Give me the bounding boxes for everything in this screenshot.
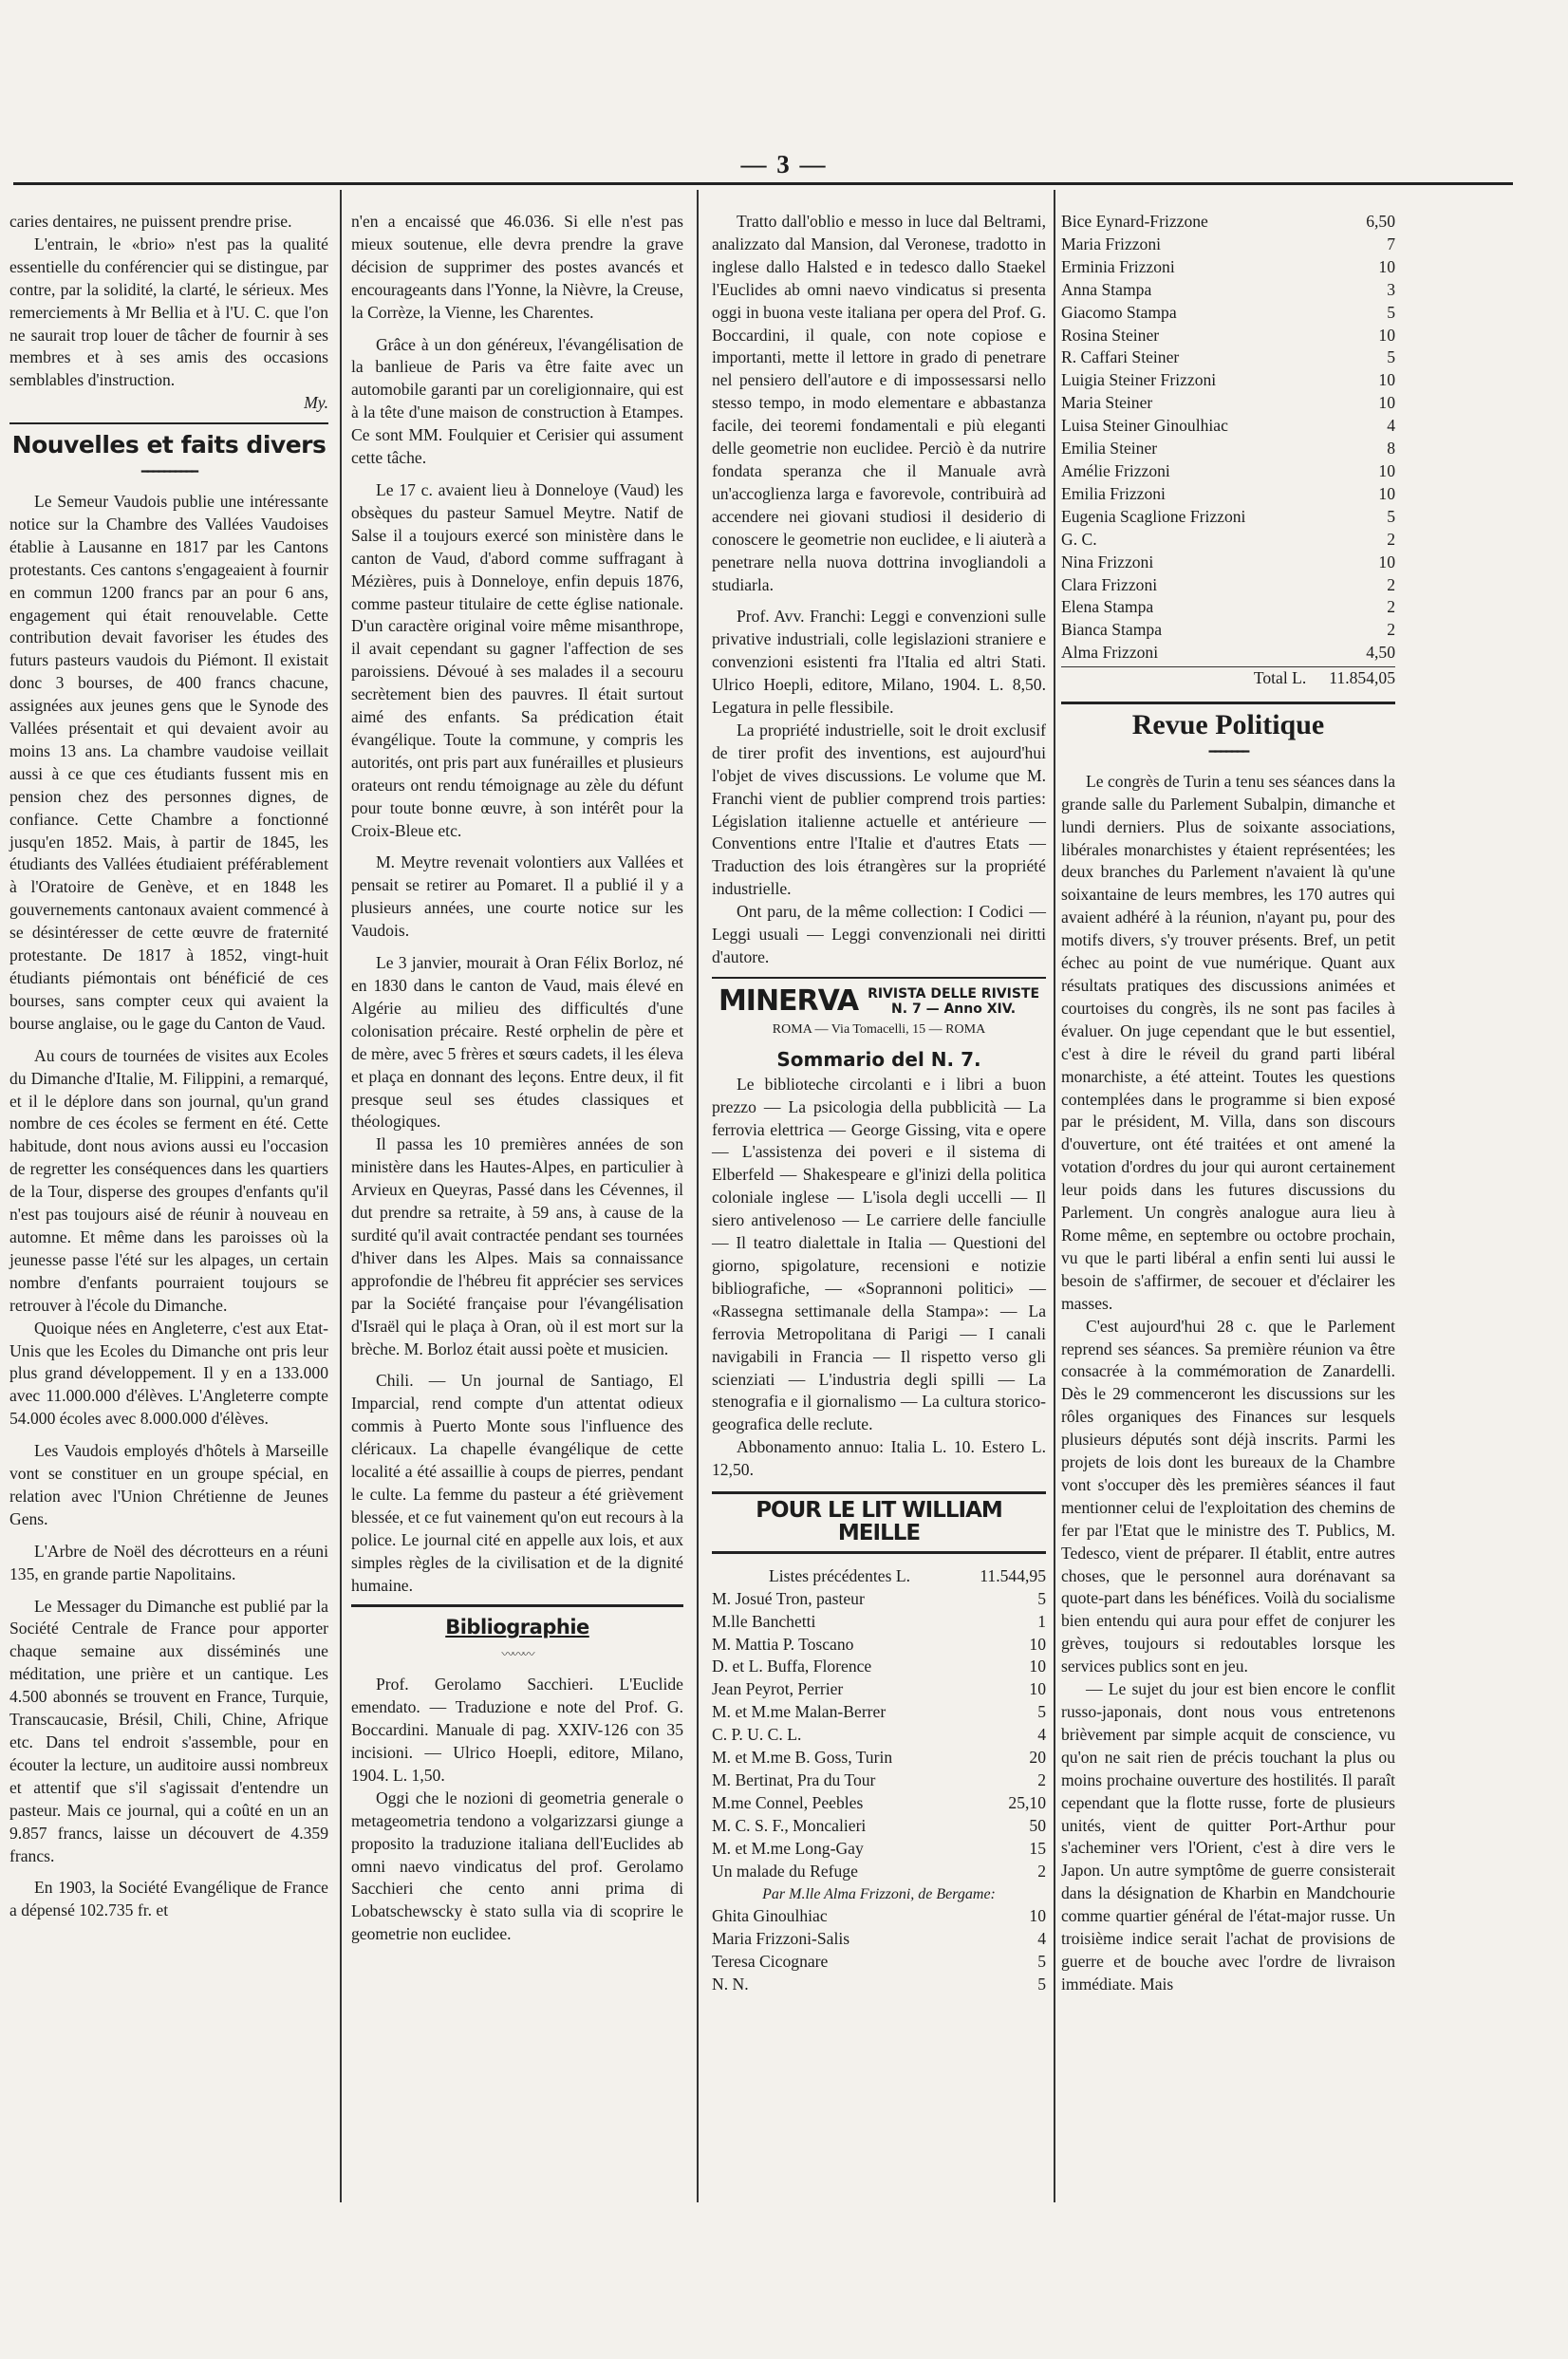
minerva-title: MINERVA — [718, 983, 859, 1018]
divider — [351, 1604, 683, 1607]
section-heading-lit-william-meille: POUR LE LIT WILLIAM MEILLE — [712, 1491, 1046, 1554]
donor-name: Maria Frizzoni — [1061, 234, 1162, 253]
donor-amount: 5 — [1387, 506, 1395, 526]
donor-row — [712, 1588, 1046, 1611]
paragraph: Chili. — Un journal de Santiago, El Imparcial, rend compte d'un attentat odieux commis à Puerto Monte sous l'influence des cléricaux. La chapelle évangélique de cette localité a été assaillie à coups de pierres, pendant le culte. La femme du pasteur a été grièvement blessée, et ce fut vainement qu'on eut recours à la police. Le journal cité en appelle aux lois, et aux simples règles de la civilisation et de la dignité humaine. — [351, 1371, 683, 1595]
previous-lists-row — [712, 1565, 1046, 1588]
donor-name: Rosina Steiner — [1061, 325, 1160, 345]
donor-row — [712, 1861, 1046, 1883]
donor-amount: 10 — [1029, 1906, 1046, 1926]
paragraph: L'Arbre de Noël des décrotteurs en a réuni 135, en grande partie Napolitains. — [9, 1541, 328, 1583]
donor-amount: 3 — [1387, 279, 1395, 299]
donor-amount: 5 — [1037, 1975, 1046, 1994]
column-1 — [9, 211, 328, 1922]
signature: My. — [304, 393, 328, 413]
donor-row — [1061, 642, 1395, 665]
donor-name: Clara Frizzoni — [1061, 574, 1158, 594]
donor-amount: 4,50 — [1366, 643, 1395, 663]
donor-row — [1061, 279, 1395, 302]
donor-amount: 50 — [1029, 1815, 1046, 1835]
donor-name: N. N. — [712, 1975, 749, 1994]
minerva-subtitle-1: RIVISTA DELLE RIVISTE — [868, 985, 1040, 1002]
donor-name: M. Bertinat, Pra du Tour — [712, 1770, 876, 1789]
previous-lists-value: 11.544,95 — [980, 1565, 1046, 1585]
paragraph: caries dentaires, ne puissent prendre prise. — [9, 212, 292, 231]
donor-name: Emilia Steiner — [1061, 439, 1158, 459]
donor-row — [1061, 392, 1395, 415]
donor-amount: 5 — [1387, 347, 1395, 367]
donor-amount: 2 — [1387, 574, 1395, 594]
divider — [9, 422, 328, 424]
donor-row — [1061, 619, 1395, 642]
donor-amount: 4 — [1387, 416, 1395, 436]
donor-row — [712, 1951, 1046, 1974]
paragraph: — Le sujet du jour est bien encore le conflit russo-japonais, dont nous vous entretenons brièvement par simple acquit de conscience, vu qu'on ne sait rien de précis touchant la plus ou moins prochaine ouverture des hostilités. Il paraît cependant que la flotte russe, forte de plusieurs unités, vient de quitter Port-Arthur pour s'acheminer vers l'Orient, c'est à dire vers le Japon. Un autre symptôme de guerre consisterait dans la désignation de Kharbin en Mandchourie comme quartier général de l'état-major russe. Un troisième indice serait l'achat de provisions de guerre et de bouche avec l'ordre de livraison immédiate. Mais — [1061, 1679, 1395, 1994]
donor-name: M.lle Banchetti — [712, 1611, 816, 1631]
paragraph: Les Vaudois employés d'hôtels à Marseille vont se constituer en un groupe spécial, en relation avec l'Union Chrétienne de Jeunes Gens. — [9, 1441, 328, 1528]
donor-amount: 1 — [1037, 1611, 1046, 1631]
ornament-divider: 〰〰〰 — [501, 1647, 533, 1662]
column-rule-3 — [1054, 190, 1055, 2202]
paragraph: Abbonamento annuo: Italia L. 10. Estero L. 12,50. — [712, 1437, 1046, 1480]
donor-amount: 10 — [1378, 460, 1395, 480]
paragraph: Ont paru, de la même collection: I Codici — Leggi usuali — Leggi convenzionali nei diritti d'autore. — [712, 902, 1046, 966]
donor-name: Teresa Cicognare — [712, 1952, 829, 1972]
donor-name: Alma Frizzoni — [1061, 643, 1159, 663]
previous-lists-label: Listes précédentes L. — [769, 1565, 910, 1585]
donor-amount: 25,10 — [1008, 1792, 1046, 1812]
paragraph: Oggi che le nozioni di geometria generale o metageometria tendono a volgarizzarsi giunge a proposito la traduzione italiana dell'Euclides ab omni naevo vindicatus del prof. Gerolamo Sacchieri che cento anni prima di Lobatschewscky è stato sulla via di scoprire le geometrie non euclidee. — [351, 1788, 683, 1944]
donor-amount: 5 — [1037, 1588, 1046, 1608]
ornament-divider: ━━━━━━━ — [1208, 743, 1248, 758]
total-label: Total L. — [1253, 668, 1307, 688]
donor-row — [1061, 552, 1395, 574]
donor-amount: 8 — [1387, 439, 1395, 459]
donor-name: Ghita Ginoulhiac — [712, 1906, 828, 1926]
donor-name: M. et M.me B. Goss, Turin — [712, 1748, 893, 1768]
donor-name: Amélie Frizzoni — [1061, 460, 1170, 480]
donor-amount: 7 — [1387, 234, 1395, 253]
paragraph: Au cours de tournées de visites aux Ecoles du Dimanche d'Italie, M. Filippini, a remarqué, et il le déplore dans son journal, qu'un grand nombre de ces écoles se ferment en été. Cette habitude, dont nous avions aussi eu l'occasion de regretter les conséquences dans les quartiers de la Tour, disperse des groupes d'enfants qu'il n'est pas toujours aisé de réunir à nouveau en automne. Et même dans les paroisses où la jeunesse passe l'été sur les alpages, un certain nombre d'enfants pourraient toujours se retrouver à l'école du Dimanche. — [9, 1045, 328, 1315]
donor-name: Nina Frizzoni — [1061, 552, 1154, 571]
donor-row — [1061, 438, 1395, 460]
donor-name: Erminia Frizzoni — [1061, 256, 1175, 276]
donor-name: Maria Frizzoni-Salis — [712, 1929, 850, 1949]
donor-amount: 15 — [1029, 1838, 1046, 1858]
donor-amount: 10 — [1378, 256, 1395, 276]
divider — [712, 977, 1046, 979]
column-4 — [1061, 211, 1395, 1996]
donor-list — [1061, 211, 1395, 665]
section-heading-revue-politique: Revue Politique — [1131, 709, 1325, 741]
minerva-masthead — [712, 983, 1046, 1018]
donor-row — [712, 1905, 1046, 1928]
donor-amount: 10 — [1378, 552, 1395, 571]
donor-name: M. C. S. F., Moncalieri — [712, 1815, 867, 1835]
paragraph: Il passa les 10 premières années de son ministère dans les Hautes-Alpes, en particulier à Arvieux en Queyras, Passé dans les Cévennes, il dut prendre sa retraite, à 59 ans, à cause de la surdité qu'il avait contractée pendant ses tournées d'hiver dans les Alpes. Mais sa connaissance approfondie de l'hébreu fit apprécier ses services par la Société française pour l'évangélisation d'Israël qui le plaça à Oran, où il est mort sur la brèche. M. Borloz était aussi poète et musicien. — [351, 1134, 683, 1358]
donor-amount: 10 — [1029, 1634, 1046, 1654]
page-number: — 3 — — [740, 150, 828, 178]
donor-amount: 5 — [1037, 1702, 1046, 1722]
donor-row — [712, 1747, 1046, 1769]
donor-row — [712, 1792, 1046, 1815]
donor-row — [712, 1838, 1046, 1861]
donor-name: D. et L. Buffa, Florence — [712, 1657, 872, 1676]
donor-amount: 4 — [1037, 1929, 1046, 1949]
donor-amount: 10 — [1378, 393, 1395, 413]
paragraph: Le Semeur Vaudois publie une intéressante notice sur la Chambre des Vallées Vaudoises établie à Lausanne en 1817 par les Cantons protestants. Ces cantons s'engageaient à fournir en commun 1200 francs par an pour 6 ans, engagement qui était renouvelable. Cette contribution devait favoriser les études des futurs pasteurs vaudois du Piémont. Il existait donc 3 bourses, de 400 francs chacune, assignées aux jeunes gens que le Synode des Vallées présentait et qui devaient avoir au moins 13 ans. La chambre vaudoise veillait aussi à ce que ces étudiants fussent mis en pension chez des personnes dignes, de confiance. Cette Chambre a fonctionné jusqu'en 1852. Mais, à partir de 1845, les étudiants des Vallées étudiaient préférablement à l'Oratoire de Genève, et en 1848 les gouvernements cantonaux avaient commencé à se désintéresser de cette œuvre de fraternité protestante. De 1817 à 1852, vingt-huit étudiants piémontais ont bénéficié de ces bourses, sans compter ceux qui avaient la bourse anglaise, ou le gage du Canton de Vaud. — [9, 491, 328, 1033]
donor-amount: 6,50 — [1366, 212, 1395, 231]
paragraph: Tratto dall'oblio e messo in luce dal Beltrami, analizzato dal Mansion, dal Veronese, tradotto in inglese dallo Halsted e in tedesco dallo Staekel l'Euclides ab omni naevo vindicatus si presenta oggi in buona veste italiana per opera del Prof. G. Boccardini, il quale, con note copiose e importanti, mette il lettore in grado di penetrare nel pensiero dell'autore e di impossessarsi nello stesso tempo, in modo elementare e abbastanza facile, dei teoremi fondamentali e più eleganti delle geometrie non euclidee. Perciò è da nutrire fondata speranza che il Manuale avrà un'accoglienza larga e favorevole, contribuirà ad accendere nei giovani studiosi il desiderio di conoscere le geometrie non euclidee, e li aiuterà a penetrare nella nuova dottrina invogliandoli a studiarla. — [712, 212, 1046, 594]
donor-row — [712, 1815, 1046, 1838]
donor-amount: 4 — [1037, 1725, 1046, 1745]
paragraph: Prof. Avv. Franchi: Leggi e convenzioni sulle privative industriali, colle legislazioni straniere e convenzioni esistenti fra l'Italia ed altri Stati. Ulrico Hoepli, editore, Milano, 1904. L. 8,50. Legatura in pelle flessibile. — [712, 607, 1046, 718]
donor-amount: 5 — [1037, 1952, 1046, 1972]
minerva-subtitle — [868, 986, 1039, 1017]
donor-row — [1061, 369, 1395, 392]
donor-name: Un malade du Refuge — [712, 1861, 858, 1881]
donor-row — [1061, 234, 1395, 256]
donor-amount: 2 — [1037, 1770, 1046, 1789]
donor-name: C. P. U. C. L. — [712, 1725, 802, 1745]
donor-amount: 2 — [1037, 1861, 1046, 1881]
donor-name: M. et M.me Long-Gay — [712, 1838, 864, 1858]
paragraph: n'en a encaissé que 46.036. Si elle n'est pas mieux soutenue, elle devra prendre la grave décision de supprimer des postes avancés et encourageants dans l'Yonne, la Nièvre, la Creuse, la Corrèze, la Vienne, les Charentes. — [351, 212, 683, 322]
donor-row — [712, 1678, 1046, 1701]
paragraph: La propriété industrielle, soit le droit exclusif de tirer profit des inventions, est aujourd'hui l'objet de vives discussions. Le volume que M. Franchi vient de publier comprend trois parties: Législation italienne actuelle et antérieure — Conventions entre l'Italie et d'autres Etats — Traduction des lois étrangères sur la propriété industrielle. — [712, 720, 1046, 899]
paragraph: Quoique nées en Angleterre, c'est aux Etat-Unis que les Ecoles du Dimanche ont pris leur plus grand développement. Il y en a 133.000 avec 11.000.000 d'élèves. L'Angleterre compte 54.000 écoles avec 8.000.000 d'élèves. — [9, 1318, 328, 1429]
donor-amount: 20 — [1029, 1748, 1046, 1768]
column-2 — [351, 211, 683, 1946]
header-rule — [13, 182, 1513, 185]
donor-row — [712, 1928, 1046, 1951]
donor-row — [1061, 483, 1395, 506]
donor-amount: 10 — [1378, 370, 1395, 390]
donor-name: Luigia Steiner Frizzoni — [1061, 370, 1217, 390]
minerva-subtitle-2: N. 7 — Anno XIV. — [891, 1001, 1017, 1017]
donor-row — [712, 1611, 1046, 1634]
donor-name: M.me Connel, Peebles — [712, 1792, 864, 1812]
section-heading-bibliographie: Bibliographie — [445, 1616, 589, 1639]
donor-row — [1061, 256, 1395, 279]
donor-row — [1061, 211, 1395, 234]
donor-amount: 2 — [1387, 597, 1395, 617]
donor-list — [712, 1588, 1046, 1883]
donor-name: Anna Stampa — [1061, 279, 1152, 299]
donor-amount: 10 — [1378, 325, 1395, 345]
paragraph: Grâce à un don généreux, l'évangélisation de la banlieue de Paris va être faite avec un automobile garanti par un coreligionnaire, qui est à la tête d'une maison de construction à Etampes. Ce sont MM. Foulquier et Cerisier qui assument cette tâche. — [351, 334, 683, 468]
donor-amount: 2 — [1387, 620, 1395, 640]
paragraph: L'entrain, le «brio» n'est pas la qualité essentielle du conférencier qui se distingue, par contre, par la solidité, la clarté, le sérieux. Mes remerciements à Mr Bellia et à l'U. C. que l'on ne saurait trop louer de tâcher de fournir à ses membres et à ses amis des occasions semblables d'instruction. — [9, 234, 328, 390]
donor-name: Luisa Steiner Ginoulhiac — [1061, 416, 1228, 436]
paragraph: C'est aujourd'hui 28 c. que le Parlement reprend ses séances. Sa première réunion va être consacrée à la commémoration de Zanardelli. Dès le 29 commenceront les discussions sur les rôles organiques des Finances sur lesquels plusieurs députés sont déjà inscrits. Parmi les projets de lois dont les bureaux de la Chambre vont s'occuper dès les premières séances il faut mentionner celui de l'exploitation des chemins de fer par l'Etat que le ministre des T. Publics, M. Tedesco, vient de préparer. Il établit, entre autres choses, que le personnel aura dorénavant sa quote-part dans les bénéfices. Voilà du socialisme bien entendu qui aura pour effet de conjurer les grèves, toujours si redoutables lorsque les services publics sont en jeu. — [1061, 1316, 1395, 1676]
total-row — [1061, 666, 1395, 690]
column-3 — [712, 211, 1046, 1996]
paragraph: Le biblioteche circolanti e i libri a buon prezzo — La psicologia della pubblicità — La ferrovia elettrica — George Gissing, vita e opere — L'assistenza dei poveri e il sistema di Elberfeld — Shakespeare e gl'inizi della politica coloniale inglese — L'isola degli uccelli — Il siero antivelenoso — Le carriere delle fanciulle — Il teatro dialettale in Italia — Questioni del giorno, spigolature, recensioni e notizie bibliografiche, — «Soprannoni politici» — «Rassegna settimanale della Stampa»: — La ferrovia Metropolitana di Parigi — I canali navigabili in Francia — Il rispetto verso gli scienziati — L'industria degli spilli — La stenografia e il giornalismo — La cultura storico-geografica delle reclute. — [712, 1074, 1046, 1434]
par-line: Par M.lle Alma Frizzoni, de Bergame: — [762, 1885, 996, 1902]
donor-row — [712, 1724, 1046, 1747]
donor-row — [1061, 460, 1395, 483]
donor-amount: 2 — [1387, 529, 1395, 549]
donor-list — [712, 1905, 1046, 1996]
paragraph: En 1903, la Société Evangélique de France a dépensé 102.735 fr. et — [9, 1878, 328, 1920]
donor-row — [1061, 506, 1395, 529]
donor-amount: 10 — [1029, 1679, 1046, 1699]
donor-row — [1061, 415, 1395, 438]
column-rule-2 — [697, 190, 699, 2202]
donor-row — [1061, 346, 1395, 369]
section-heading-nouvelles: Nouvelles et faits divers — [11, 431, 327, 459]
column-rule-1 — [340, 190, 342, 2202]
paragraph: M. Meytre revenait volontiers aux Vallées et pensait se retirer au Pomaret. Il a publié il y a plusieurs années, une courte notice sur les Vaudois. — [351, 852, 683, 941]
donor-name: Elena Stampa — [1061, 597, 1154, 617]
donor-name: Maria Steiner — [1061, 393, 1153, 413]
paragraph: Le Messager du Dimanche est publié par la Société Centrale de France pour apporter chaque semaine aux disséminés une méditation, une prière et un cantique. Les 4.500 abonnés se trouvent en France, Turquie, Transcaucasie, Brésil, Chili, Chine, Afrique etc. Dans tel endroit s'assemble, pour en écouter la lecture, un auditoire aussi nombreux et attentif que s'il s'agissait d'entendre un pasteur. Mais ce journal, qui a coûté en un an 9.857 francs, laisse un découvert de 4.359 francs. — [9, 1596, 328, 1865]
donor-name: Eugenia Scaglione Frizzoni — [1061, 506, 1246, 526]
total-value: 11.854,05 — [1329, 668, 1395, 688]
donor-name: Bice Eynard-Frizzone — [1061, 212, 1208, 231]
donor-amount: 10 — [1029, 1657, 1046, 1676]
donor-row — [1061, 529, 1395, 552]
donor-amount: 10 — [1378, 483, 1395, 503]
donor-name: M. Mattia P. Toscano — [712, 1634, 854, 1654]
donor-row — [712, 1656, 1046, 1678]
donor-name: M. et M.me Malan-Berrer — [712, 1702, 887, 1722]
ornament-divider: ━━━━━━━━━━ — [140, 464, 197, 479]
donor-row — [712, 1701, 1046, 1724]
donor-row — [712, 1634, 1046, 1657]
paragraph: Prof. Gerolamo Sacchieri. L'Euclide emendato. — Traduzione e note del Prof. G. Boccardini. Manuale di pag. XXIV-126 con 35 incisioni. — Ulrico Hoepli, editore, Milano, 1904. L. 1,50. — [351, 1675, 683, 1785]
donor-row — [712, 1769, 1046, 1792]
donor-row — [1061, 596, 1395, 619]
donor-name: R. Caffari Steiner — [1061, 347, 1180, 367]
donor-row — [1061, 574, 1395, 597]
donor-name: Giacomo Stampa — [1061, 302, 1177, 322]
divider — [1061, 702, 1395, 704]
sommario-heading: Sommario del N. 7. — [776, 1047, 981, 1071]
minerva-address: ROMA — Via Tomacelli, 15 — ROMA — [772, 1021, 986, 1037]
paragraph: Le congrès de Turin a tenu ses séances dans la grande salle du Parlement Subalpin, dimanche et lundi derniers. Plus de soixante associations, libérales monarchistes y étaient représentées; les deux branches du Parlement n'avaient là qu'une soixantaine de leurs membres, les 170 autres qui avaient adhéré à la réunion, n'ayant pu, pour des motifs divers, s'y trouver présents. Bref, un petit échec au point de vue numérique. Quant aux résultats pratiques des discussions animées et courtoises du congrès, ils ne sont pas faciles à évaluer. On juge cependant que le but essentiel, c'est à dire le réveil du grand parti libéral monarchiste, a été atteint. Toutes les questions contemplées dans le programme si bien exposé par le président, M. Villa, dans son discours d'ouverture, ont été traitées et ont amené la votation d'ordres du jour qui auront certainement leur poids dans les futures discussions du Parlement. Un congrès analogue aura lieu à Rome même, en septembre ou octobre prochain, vu que le parti libéral a enfin senti lui aussi le besoin de s'affirmer, de secouer et d'éclairer les masses. — [1061, 771, 1395, 1313]
donor-amount: 5 — [1387, 302, 1395, 322]
paragraph: Le 3 janvier, mourait à Oran Félix Borloz, né en 1830 dans le canton de Vaud, mais élevé en Algérie au milieu des difficultés d'une colonisation précaire. Resté orphelin de père et de mère, avec 5 frères et sœurs cadets, il les éleva et plaça en donnant des leçons. Entre deux, il fit presque seul ses études classiques et théologiques. — [351, 953, 683, 1132]
donor-name: Bianca Stampa — [1061, 620, 1163, 640]
donor-name: M. Josué Tron, pasteur — [712, 1588, 865, 1608]
donor-row — [712, 1974, 1046, 1996]
donor-row — [1061, 302, 1395, 325]
paragraph: Le 17 c. avaient lieu à Donneloye (Vaud) les obsèques du pasteur Samuel Meytre. Natif de Salse il a toujours exercé son ministère dans le canton de Vaud, d'abord comme suffragant à Mézières, puis à Donneloye, enfin depuis 1876, comme pasteur titulaire de cette église nationale. D'un caractère original voire même misanthrope, il avait cependant su gagner l'affection de ses paroissiens. Dévoué à ses malades il a secouru secrètement bien des pauvres. Il était surtout aimé des enfants. Sa prédication était évangélique. Toute la commune, y compris les autorités, ont pris part aux funérailles et plusieurs orateurs ont rendu témoignage au zèle du défunt pour toute bonne œuvre, à son intérêt pour la Croix-Bleue etc. — [351, 479, 683, 840]
donor-row — [1061, 325, 1395, 347]
donor-name: Emilia Frizzoni — [1061, 483, 1166, 503]
donor-name: Jean Peyrot, Perrier — [712, 1679, 844, 1699]
donor-name: G. C. — [1061, 529, 1097, 549]
